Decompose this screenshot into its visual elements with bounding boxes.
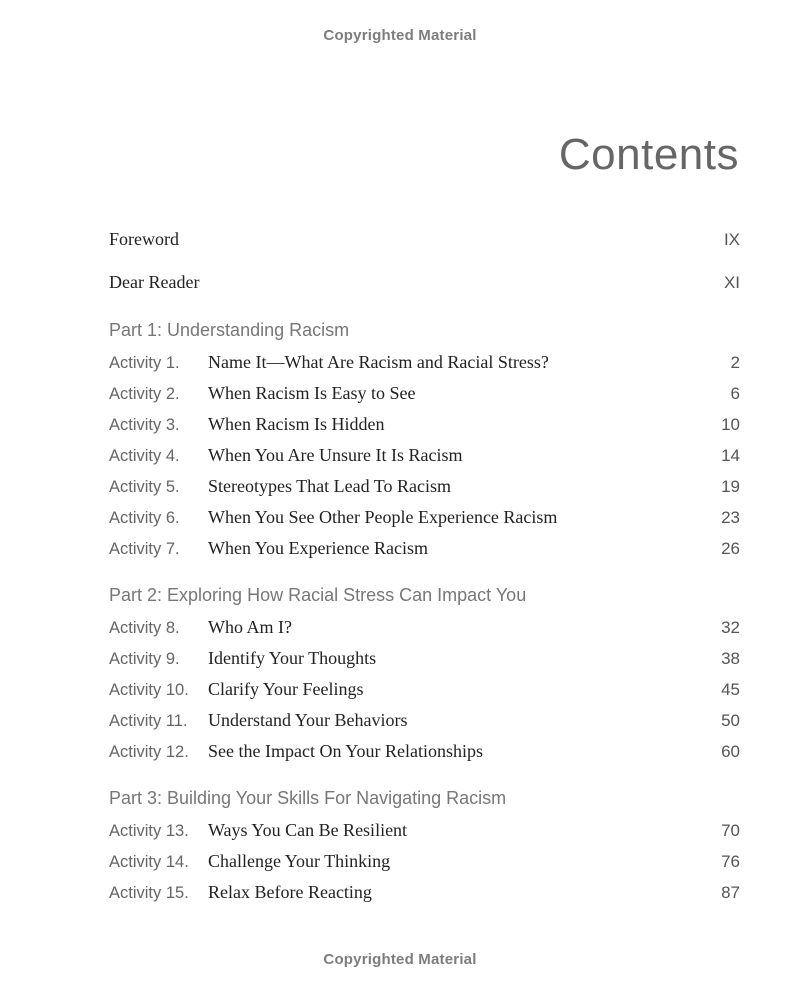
activity-label: Activity 14. [109, 853, 189, 871]
part-heading-2: Part 2: Exploring How Racial Stress Can Impact You [109, 585, 527, 605]
toc-activity-row [109, 383, 740, 407]
toc-page-number: 76 [721, 852, 740, 871]
page-title: Contents [558, 130, 739, 179]
toc-page-number: 2 [730, 353, 740, 372]
activity-title: Who Am I? [208, 617, 292, 637]
activity-label: Activity 2. [109, 385, 180, 403]
toc-activity-row [109, 538, 740, 562]
activity-label: Activity 11. [109, 712, 188, 730]
toc-entry-label: Dear Reader [109, 272, 200, 292]
toc-page-number: XI [723, 273, 740, 292]
footer-copyright: Copyrighted Material [323, 951, 477, 968]
activity-title: Name It—What Are Racism and Racial Stress? [208, 352, 549, 372]
toc-activity-row [109, 476, 740, 500]
toc-activity-row [109, 617, 740, 641]
activity-label: Activity 5. [109, 478, 180, 496]
activity-label: Activity 15. [109, 884, 189, 902]
part-heading-1: Part 1: Understanding Racism [109, 320, 350, 340]
toc-activity-row [109, 679, 740, 703]
activity-title: Challenge Your Thinking [208, 851, 391, 871]
activity-title: When You See Other People Experience Racism [208, 507, 558, 527]
activity-label: Activity 12. [109, 743, 189, 761]
toc-activity-row [109, 882, 740, 906]
activity-title: When You Are Unsure It Is Racism [208, 445, 463, 465]
toc-activity-row [109, 851, 740, 875]
toc-activity-row [109, 648, 740, 672]
toc-page-number: 50 [721, 711, 740, 730]
toc-page-number: 87 [721, 883, 740, 902]
toc-page-number: IX [723, 230, 740, 249]
toc-entry-dear-reader [109, 272, 740, 296]
header-copyright: Copyrighted Material [323, 27, 477, 44]
toc-activity-row [109, 820, 740, 844]
toc-activity-row [109, 352, 740, 376]
activity-label: Activity 13. [109, 822, 189, 840]
toc-activity-row [109, 507, 740, 531]
toc-activity-row [109, 710, 740, 734]
activity-title: Clarify Your Feelings [208, 679, 364, 699]
part-heading-3: Part 3: Building Your Skills For Navigating Racism [109, 788, 507, 808]
toc-page-number: 10 [721, 415, 740, 434]
toc-activity-row [109, 741, 740, 765]
activity-label: Activity 3. [109, 416, 180, 434]
activity-title: See the Impact On Your Relationships [208, 741, 483, 761]
toc-page-number: 14 [721, 446, 740, 465]
activity-title: Identify Your Thoughts [208, 648, 377, 668]
activity-label: Activity 9. [109, 650, 180, 668]
toc-page-number: 19 [721, 477, 740, 496]
toc-page-number: 6 [730, 384, 740, 403]
toc-page-number: 70 [721, 821, 740, 840]
toc-activity-row [109, 414, 740, 438]
activity-title: When You Experience Racism [208, 538, 428, 558]
toc-page-number: 26 [721, 539, 740, 558]
activity-label: Activity 10. [109, 681, 189, 699]
toc-page-number: 32 [721, 618, 740, 637]
activity-title: When Racism Is Hidden [208, 414, 385, 434]
toc-page-number: 23 [721, 508, 740, 527]
activity-title: Understand Your Behaviors [208, 710, 408, 730]
toc-activity-row [109, 445, 740, 469]
toc-page-number: 60 [721, 742, 740, 761]
activity-title: When Racism Is Easy to See [208, 383, 416, 403]
activity-title: Stereotypes That Lead To Racism [208, 476, 452, 496]
activity-label: Activity 6. [109, 509, 180, 527]
toc-entry-label: Foreword [109, 229, 179, 249]
toc-entry-foreword [109, 229, 740, 253]
activity-title: Ways You Can Be Resilient [208, 820, 408, 840]
activity-label: Activity 4. [109, 447, 180, 465]
activity-label: Activity 7. [109, 540, 180, 558]
activity-label: Activity 8. [109, 619, 180, 637]
toc-page-number: 38 [721, 649, 740, 668]
activity-label: Activity 1. [109, 354, 180, 372]
toc-page-number: 45 [721, 680, 740, 699]
activity-title: Relax Before Reacting [208, 882, 372, 902]
